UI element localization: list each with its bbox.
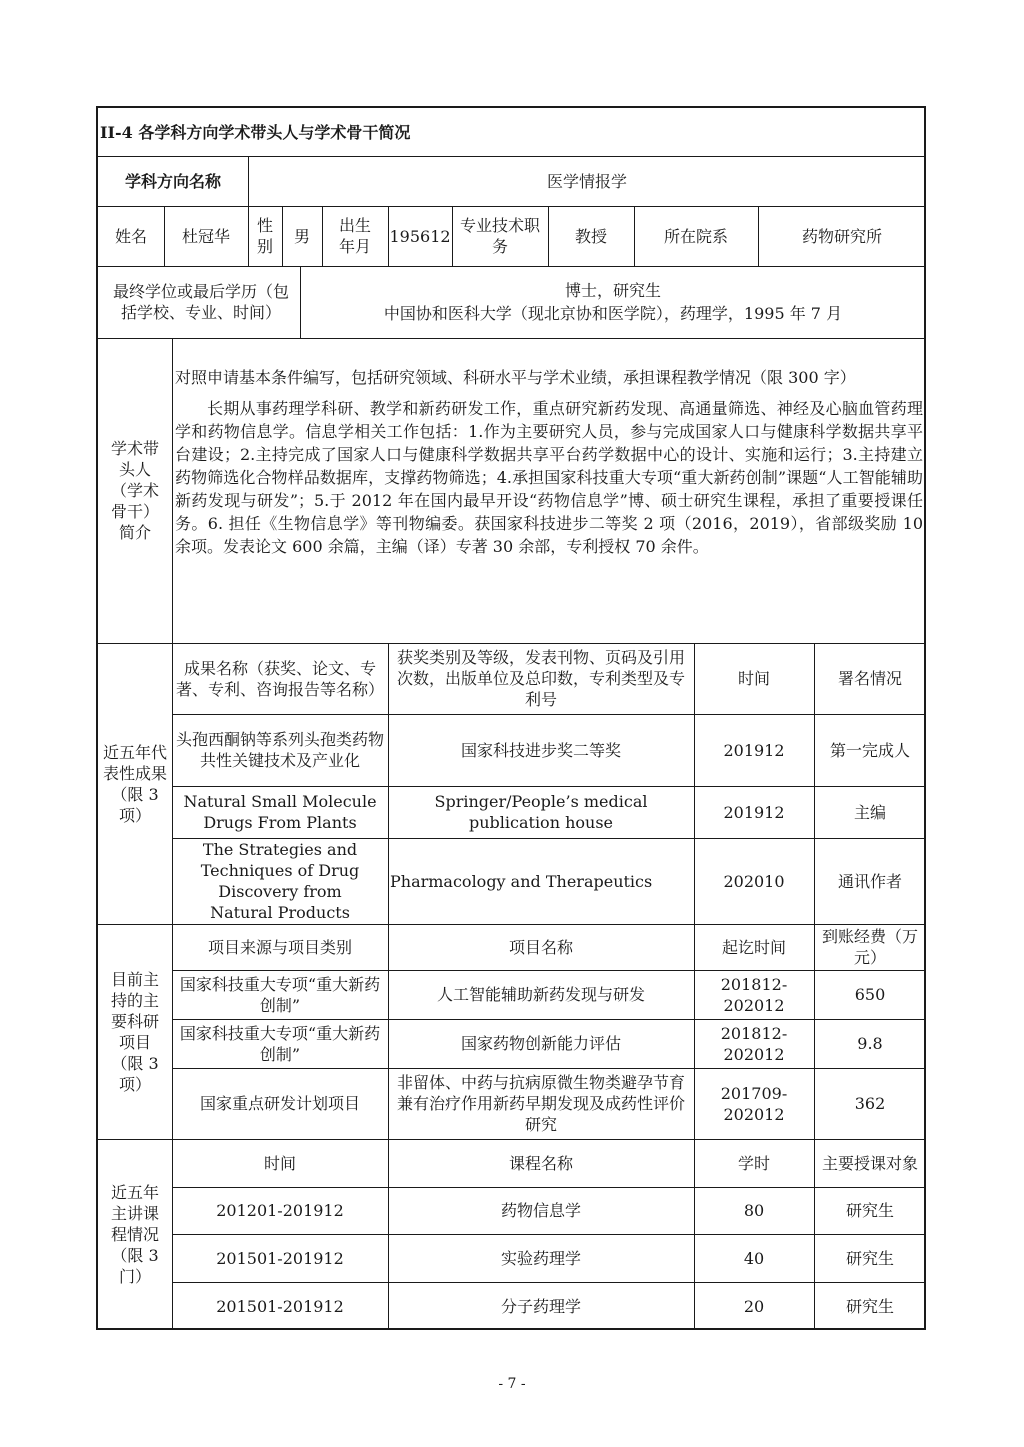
projects-header: 项目来源与项目类别 — [207, 937, 352, 957]
achievements-label: 近五年代表性成果（限 3 项） — [102, 742, 167, 825]
table-cell: 650 — [854, 985, 886, 1004]
gender-label: 性别 — [256, 216, 273, 256]
projects-label: 目前主持的主要科研项目（限 3 项） — [110, 969, 159, 1094]
birth-label: 出生年月 — [338, 216, 371, 256]
row-divider — [96, 338, 926, 339]
table-cell: 第一完成人 — [829, 740, 910, 760]
field-label: 学科方向名称 — [124, 171, 221, 191]
table-cell: 研究生 — [845, 1201, 894, 1220]
courses-header: 学时 — [737, 1153, 770, 1173]
table-cell: 201501-201912 — [216, 1296, 344, 1316]
table-cell: Pharmacology and Therapeutics — [390, 871, 653, 891]
title-value: 教授 — [574, 226, 607, 246]
page-number: - 7 - — [498, 1376, 526, 1392]
degree-label: 最终学位或最后学历（包括学校、专业、时间） — [112, 282, 289, 322]
col-divider — [322, 206, 323, 266]
table-cell: 主编 — [853, 802, 886, 822]
table-cell: 国家药物创新能力评估 — [460, 1034, 621, 1053]
projects-header: 到账经费（万元） — [821, 927, 918, 967]
dept-label: 所在院系 — [663, 226, 728, 246]
table-cell: 研究生 — [845, 1296, 894, 1316]
table-cell: 国家科技进步奖二等奖 — [460, 740, 621, 760]
achievements-header: 署名情况 — [837, 669, 902, 688]
section-title: II-4 各学科方向学术带头人与学术骨干简况 — [100, 122, 411, 142]
degree-line2: 中国协和医科大学（现北京协和医学院），药理学，1995 年 7 月 — [383, 304, 843, 323]
dept-value: 药物研究所 — [801, 226, 882, 246]
table-cell: 201912 — [723, 740, 785, 760]
table-cell: 研究生 — [845, 1248, 894, 1268]
table-cell: 201912 — [723, 802, 785, 822]
courses-label: 近五年主讲课程情况（限 3 门） — [110, 1183, 159, 1286]
table-cell: 202010 — [723, 871, 785, 891]
name-value: 杜冠华 — [181, 226, 230, 246]
projects-header: 起讫时间 — [721, 937, 786, 957]
projects-header: 项目名称 — [508, 937, 573, 957]
courses-header: 时间 — [263, 1153, 296, 1173]
degree-value — [300, 266, 926, 338]
bio-text: 长期从事药理学科研、教学和新药研发工作，重点研究新药发现、高通量筛选、神经及心脑血管药理学和药物信息学。信息学相关工作包括：1.作为主要研究人员，参与完成国家人口与健康科学数据共享平台建设；2.主持完成了国家人口与健康科学数据共享平台药学数据中心的设计、实施和运行；3.主持建立药物筛选化合物样品数据库，支撑药物筛选；4.承担国家科技重大专项“重大新药创制”课题“人工智能辅助新药发现与研发”；5.于 2012 年在国内最早开设“药物信息学”博、硕士研究生课程，承担了重要授课任务。6. 担任《生物信息学》等刊物编委。获国家科技进步二等奖 2 项（2016，2019），省部级奖励 10 余项。发表论文 600 余篇，主编（译）专著 30 余部，专利授权 70 余件。 — [175, 399, 923, 556]
achievements-header: 获奖类别及等级，发表刊物、页码及引用次数，出版单位及总印数，专利类型及专利号 — [396, 648, 685, 709]
table-cell: 20 — [743, 1296, 765, 1316]
table-cell: 201201-201912 — [216, 1201, 344, 1220]
table-cell: 201501-201912 — [216, 1248, 344, 1268]
col-divider — [248, 206, 249, 266]
table-cell: The Strategies and Techniques of Drug Discovery from Natural Products — [200, 840, 360, 922]
table-cell: Natural Small Molecule Drugs From Plants — [183, 792, 377, 832]
table-cell: 通讯作者 — [837, 871, 902, 891]
courses-header: 课程名称 — [508, 1153, 573, 1173]
table-cell: 药物信息学 — [500, 1201, 581, 1220]
table-cell: 201812-202012 — [720, 974, 788, 1015]
col-divider — [452, 206, 453, 266]
table-cell: 40 — [743, 1248, 765, 1268]
bio-instruction: 对照申请基本条件编写，包括研究领域、科研水平与学术业绩，承担课程教学情况（限 300 字） — [175, 368, 856, 387]
table-cell: 人工智能辅助新药发现与研发 — [436, 985, 645, 1004]
table-cell: 9.8 — [857, 1034, 883, 1053]
table-cell: 国家科技重大专项“重大新药创制” — [179, 1023, 381, 1064]
courses-header: 主要授课对象 — [821, 1153, 918, 1173]
bio-label: 学术带头人（学术骨干）简介 — [110, 439, 159, 542]
name-label: 姓名 — [114, 226, 147, 246]
achievements-header: 成果名称（获奖、论文、专著、专利、咨询报告等名称） — [175, 658, 384, 699]
table-cell: 分子药理学 — [500, 1296, 581, 1316]
table-cell: 头孢西酮钠等系列头孢类药物共性关键技术及产业化 — [175, 730, 384, 770]
field-value: 医学情报学 — [546, 171, 627, 191]
achievements-header: 时间 — [737, 669, 770, 688]
gender-value: 男 — [293, 226, 310, 246]
table-cell: 201812-202012 — [720, 1023, 788, 1064]
table-cell: 国家重点研发计划项目 — [199, 1094, 360, 1113]
table-cell: Springer/People’s medical publication house — [434, 792, 648, 832]
table-cell: 国家科技重大专项“重大新药创制” — [179, 974, 381, 1015]
birth-value: 195612 — [389, 226, 451, 246]
table-cell: 实验药理学 — [500, 1248, 581, 1268]
degree-line1: 博士，研究生 — [564, 281, 661, 300]
table-cell: 362 — [854, 1094, 886, 1113]
title-label: 专业技术职 务 — [460, 216, 557, 256]
bio-content — [175, 366, 923, 558]
table-cell: 201709-202012 — [720, 1083, 788, 1124]
table-cell: 非留体、中药与抗病原微生物类避孕节育兼有治疗作用新药早期发现及成药性评价研究 — [396, 1073, 685, 1134]
table-cell: 80 — [743, 1201, 765, 1220]
